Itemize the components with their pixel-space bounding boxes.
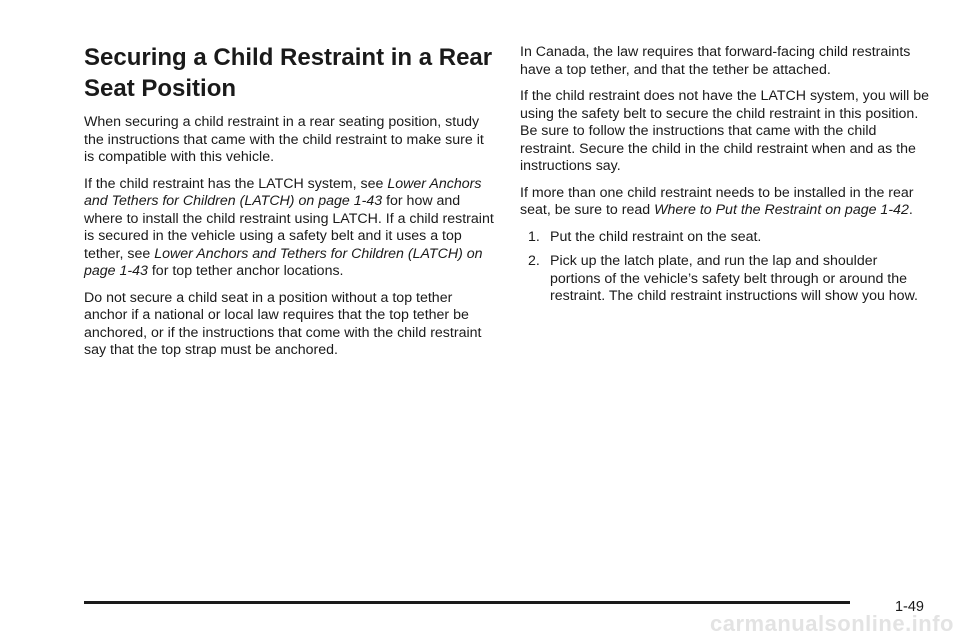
latch-reference-link-2[interactable]: Lower Anchors and Tethers for Children (LATCH) on page 1-43	[84, 245, 483, 279]
canada-paragraph: In Canada, the law requires that forward-facing child restraints have a top tether, and that the tether be attached.	[520, 44, 911, 78]
step-text: Put the child restraint on the seat.	[550, 228, 762, 245]
watermark: carmanualsonline.info	[710, 611, 954, 636]
intro-paragraph: When securing a child restraint in a rear seating position, study the instructions that came with the child restraint to make sure it is compatible with this vehicle.	[84, 114, 484, 165]
latch-text-1: If the child restraint has the LATCH system, see	[84, 175, 384, 192]
step-number: 2.	[528, 253, 540, 269]
list-item	[520, 253, 930, 306]
left-column	[84, 42, 494, 369]
top-tether-paragraph: Do not secure a child seat in a position without a top tether anchor if a national or local law requires that the top tether be anchored, or if the instructions that come with the child restraint say that the top strap must be anchored.	[84, 289, 482, 358]
latch-text-3: for top tether anchor locations.	[151, 263, 344, 279]
latch-reference-link-1[interactable]: Lower Anchors and Tethers for Children (LATCH) on page 1-43	[84, 175, 482, 209]
page-number: 1-49	[894, 599, 924, 615]
multiple-text-1: If more than one child restraint needs to be installed in the rear seat, be sure to read	[520, 184, 914, 218]
list-item	[520, 229, 930, 247]
step-number: 1.	[528, 228, 540, 245]
latch-paragraph	[84, 176, 494, 281]
latch-text-2: for how and where to install the child restraint using LATCH. If a child restraint is secured in the vehicle using a safety belt and it uses a top tether, see	[84, 193, 494, 262]
no-latch-paragraph: If the child restraint does not have the LATCH system, you will be using the safety belt to secure the child restraint in this position. Be sure to follow the instructions that came with the child restraint. Secure the child in the child restraint when and as the instructions say.	[520, 88, 929, 174]
multiple-text-2: .	[908, 202, 913, 218]
step-text: Pick up the latch plate, and run the lap and shoulder portions of the vehicle’s safety belt through or around the restraint. The child restraint instructions will show you how.	[550, 253, 918, 304]
footer-rule	[84, 601, 850, 604]
multiple-restraints-paragraph	[520, 185, 930, 220]
where-to-put-reference-link[interactable]: Where to Put the Restraint on page 1-42	[654, 202, 909, 218]
section-heading: Securing a Child Restraint in a Rear Seat Position	[84, 44, 493, 102]
right-column	[520, 42, 930, 313]
steps-list	[520, 229, 930, 306]
